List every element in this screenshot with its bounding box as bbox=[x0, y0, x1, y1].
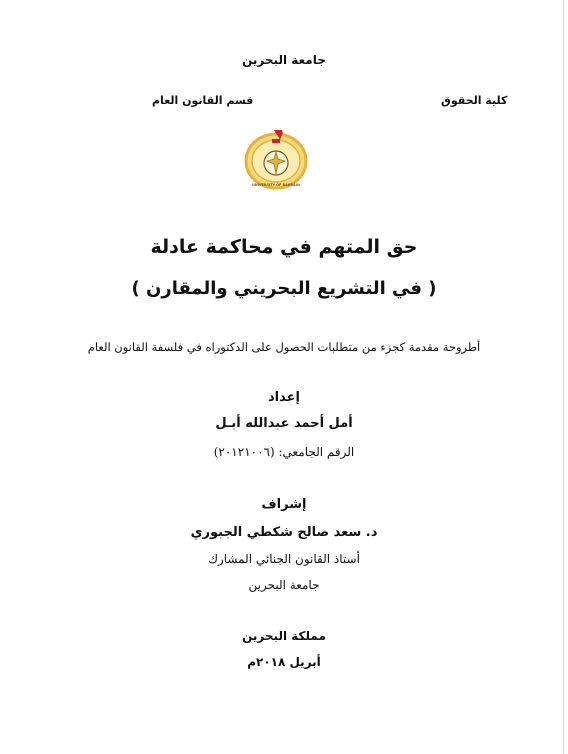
thesis-title: حق المتهم في محاكمة عادلة bbox=[150, 236, 418, 258]
department-name: قسم القانون العام bbox=[152, 94, 254, 107]
thesis-subtitle: ( في التشريع البحريني والمقارن ) bbox=[131, 278, 437, 299]
university-logo bbox=[243, 128, 309, 190]
logo-ring-text: UNIVERSITY OF BAHRAIN bbox=[252, 183, 300, 187]
thesis-description: أطروحة مقدمة كجزء من متطلبات الحصول على الدكتوراه في فلسفة القانون العام bbox=[87, 340, 481, 354]
student-id: الرقم الجامعي: (٢٠١٢١٠٠٦) bbox=[213, 445, 355, 459]
submission-date: أبريل ٢٠١٨م bbox=[247, 655, 321, 669]
supervisor-affiliation: جامعة البحرين bbox=[248, 578, 320, 592]
university-name: جامعة البحرين bbox=[242, 53, 326, 67]
supervisor-position: أستاذ القانون الجنائي المشارك bbox=[208, 552, 360, 566]
supervision-heading: إشراف bbox=[261, 497, 307, 512]
supervisor-name: د. سعد صالح شكطي الجبوري bbox=[190, 525, 378, 540]
author-name: أمل أحمد عبدالله أبـل bbox=[215, 416, 353, 431]
preparation-heading: إعداد bbox=[268, 390, 300, 405]
country-name: مملكة البحرين bbox=[242, 629, 326, 643]
college-name: كلية الحقوق bbox=[441, 94, 508, 107]
